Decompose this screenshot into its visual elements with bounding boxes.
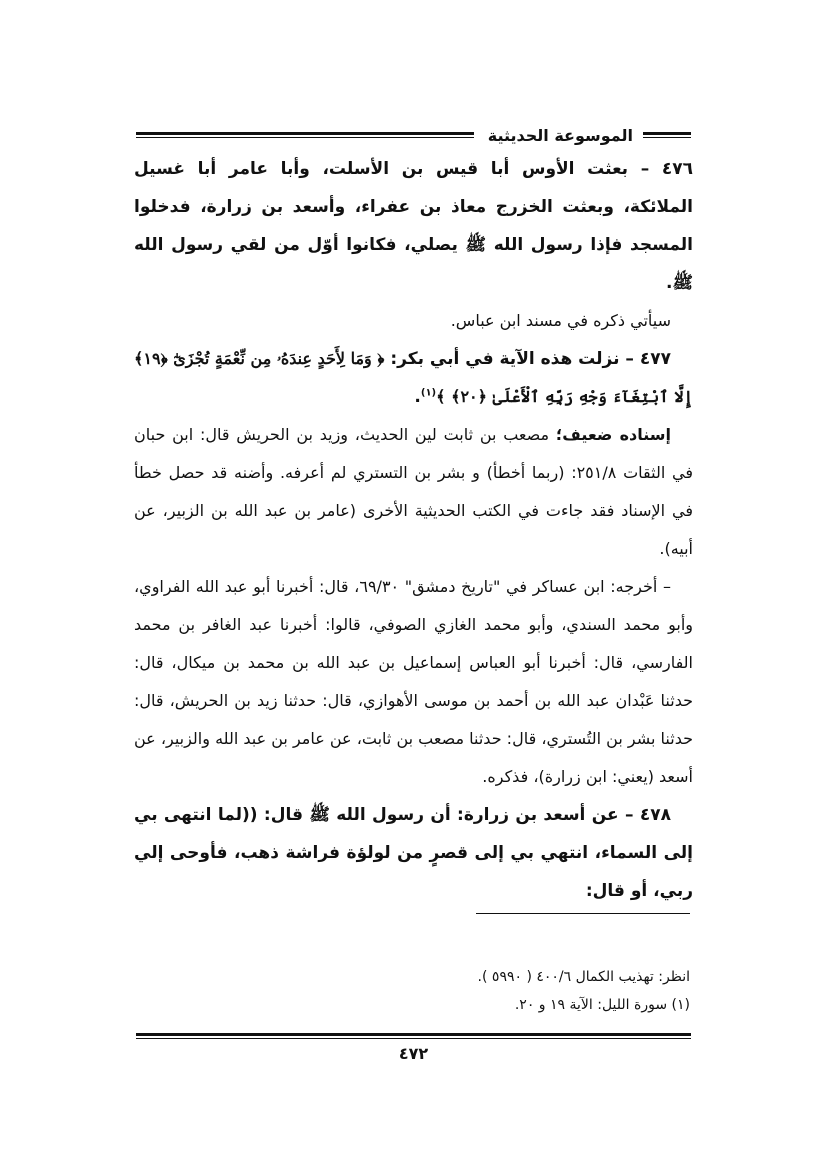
salawat-glyph: ﷺ: [465, 235, 487, 255]
footnote-ref-1: (١): [420, 387, 437, 399]
hadith-476-text: ٤٧٦ – بعثت الأوس أبا قيس بن الأسلت، وأبا عامر أبا غسيل الملائكة، وبعثت الخزرج معاذ بن عفراء، وأسعد بن زرارة، فدخلوا المسجد فإذا رسول الله: [134, 159, 693, 255]
hadith-477-text: ٤٧٧ – نزلت هذه الآية في أبي بكر:: [390, 349, 671, 369]
footnotes: [134, 963, 690, 1019]
hadith-478-text-2: قال: ((لما انتهى بي إلى السماء، انتهي بي إلى قصرٍ من لولؤة فراشة ذهب، فأوحى إلي ربي، أو قال:: [134, 805, 693, 901]
main-text: [134, 150, 693, 910]
running-header: [136, 118, 691, 152]
footnote-ref-note: انظر: تهذيب الكمال ٤٠٠/٦ ( ٥٩٩٠ ).: [477, 969, 690, 985]
header-title: الموسوعة الحديثية: [487, 125, 633, 145]
isnad-477: [134, 416, 693, 568]
header-rule-left: [136, 132, 474, 138]
takhrij-477: – أخرجه: ابن عساكر في "تاريخ دمشق" ٦٩/٣٠، قال: أخبرنا أبو عبد الله الفراوي، وأبو محمد السندي، وأبو محمد الغازي الصوفي، قالوا: أخبرنا عبد الغافر بن محمد الفارسي، قال: أخبرنا أبو العباس إسماعيل بن عبد الله بن محمد بن ميكال، قال: حدثنا عَبْدان عبد الله بن أحمد بن موسى الأهوازي، قال: حدثنا زيد بن الحريش، قال: حدثنا بشر بن التُستري، قال: حدثنا مصعب بن ثابت، عن عامر بن عبد الله والزبير، عن أسعد (يعني: ابن زرارة)، فذكره.: [134, 577, 693, 786]
quran-verse: ﴿ وَمَا لِأَحَدٍ عِندَهُۥ مِن نِّعْمَةٍ تُجْزَىٰٓ ﴿١٩﴾ إِلَّا ٱبْتِغَآءَ وَجْهِ رَبِّهِ ٱلْأَعْلَىٰ ﴿٢٠﴾ ﴾: [134, 349, 693, 406]
note-476: سيأتي ذكره في مسند ابن عباس.: [450, 311, 671, 330]
hadith-476-text-2: يصلي، فكانوا أوّل من لقي رسول الله: [134, 235, 458, 255]
hadith-476: [134, 150, 693, 302]
hadith-476-end: .: [665, 273, 673, 293]
header-rule-right: [643, 132, 691, 138]
hadith-477-end: .: [414, 387, 421, 407]
hadith-478: [134, 796, 693, 910]
salawat-glyph: ﷺ: [309, 805, 330, 825]
hadith-477: [134, 340, 693, 416]
salawat-glyph: ﷺ: [672, 273, 693, 293]
footnote-1: (١) سورة الليل: الآية ١٩ و ٢٠.: [514, 997, 690, 1013]
isnad-grade-label: إسناده ضعيف؛: [555, 425, 671, 444]
isnad-477-text: مصعب بن ثابت لين الحديث، وزيد بن الحريش قال: ابن حبان في الثقات ٢٥١/٨: (ربما أخطأ) و بشر بن التستري لم أعرفه. وأضنه قد حصل خطأ في الإسناد فقد جاءت في الكتب الحديثية الأخرى (عامر بن عبد الله بن الزبير، عن أبيه).: [134, 425, 693, 558]
hadith-478-text: ٤٧٨ – عن أسعد بن زرارة: أن رسول الله: [336, 805, 671, 825]
page-number: ٤٧٢: [398, 1044, 429, 1063]
footnote-separator: [476, 913, 690, 914]
bottom-rule: [136, 1033, 691, 1039]
